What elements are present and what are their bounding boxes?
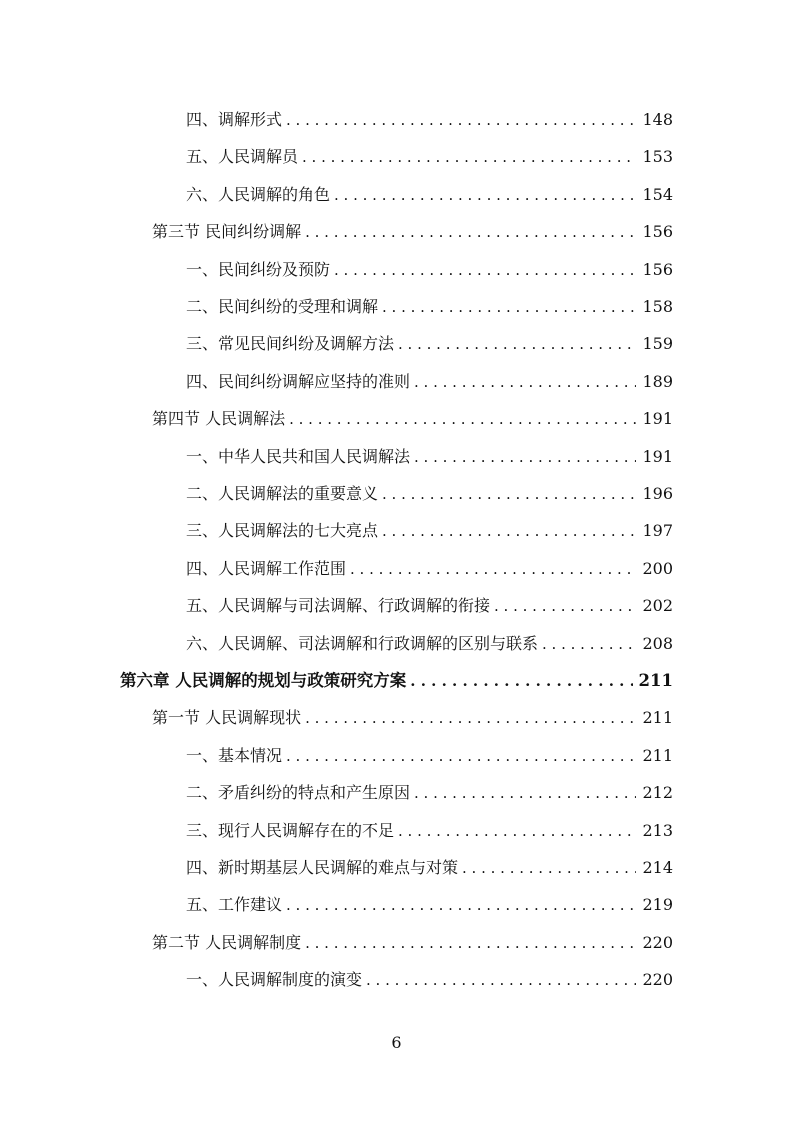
toc-entry-page: 202: [642, 596, 673, 616]
dot-leader: [286, 110, 636, 130]
dot-leader: [289, 409, 636, 429]
dot-leader: [414, 372, 636, 392]
dot-leader: [382, 521, 636, 541]
toc-item-entry[interactable]: [186, 746, 673, 766]
dot-leader: [305, 708, 636, 728]
toc-entry-title: 五、工作建议: [186, 895, 283, 915]
toc-entry-page: 191: [642, 446, 673, 466]
toc-entry-page: 211: [638, 671, 673, 690]
dot-leader: [414, 447, 636, 467]
toc-entry-page: 153: [642, 147, 673, 167]
toc-entry-page: 156: [642, 222, 673, 242]
toc-item-entry[interactable]: [186, 521, 673, 541]
toc-entry-page: 213: [642, 820, 673, 840]
toc-entry-title: 二、矛盾纠纷的特点和产生原因: [186, 783, 411, 803]
dot-leader: [462, 858, 636, 878]
toc-section-entry[interactable]: [152, 933, 673, 953]
toc-entry-title: 一、人民调解制度的演变: [186, 970, 363, 990]
dot-leader: [410, 671, 632, 691]
toc-entry-title: 第六章 人民调解的规划与政策研究方案: [120, 671, 407, 690]
toc-item-entry[interactable]: [186, 260, 673, 280]
toc-entry-title: 一、民间纠纷及预防: [186, 259, 331, 279]
toc-chapter-entry[interactable]: [120, 671, 673, 691]
toc-entry-title: 第三节 民间纠纷调解: [152, 222, 302, 242]
dot-leader: [305, 933, 636, 953]
dot-leader: [350, 559, 636, 579]
toc-entry-title: 六、人民调解、司法调解和行政调解的区别与联系: [186, 633, 539, 653]
toc-entry-page: 211: [642, 708, 673, 728]
toc-item-entry[interactable]: [186, 821, 673, 841]
toc-entry-page: 211: [642, 745, 673, 765]
dot-leader: [398, 821, 636, 841]
dot-leader: [414, 783, 636, 803]
toc-item-entry[interactable]: [186, 895, 673, 915]
toc-entry-page: 200: [642, 558, 673, 578]
toc-entry-title: 二、人民调解法的重要意义: [186, 484, 379, 503]
dot-leader: [398, 334, 636, 354]
toc-item-entry[interactable]: [186, 297, 673, 317]
toc-entry-title: 五、人民调解员: [186, 147, 299, 167]
toc-item-entry[interactable]: [186, 484, 673, 504]
toc-entry-page: 220: [642, 970, 673, 990]
toc-entry-title: 六、人民调解的角色: [186, 184, 331, 204]
toc-entry-page: 219: [642, 895, 673, 915]
toc-entry-page: 220: [642, 932, 673, 952]
dot-leader: [542, 634, 636, 654]
toc-section-entry[interactable]: [152, 222, 673, 242]
dot-leader: [302, 147, 636, 167]
toc-entry-page: 212: [642, 783, 673, 803]
toc-entry-title: 五、人民调解与司法调解、行政调解的衔接: [186, 596, 491, 616]
toc-section-entry[interactable]: [152, 409, 673, 429]
dot-leader: [366, 970, 636, 990]
toc-item-entry[interactable]: [186, 634, 673, 654]
toc-entry-title: 三、常见民间纠纷及调解方法: [186, 334, 395, 354]
toc-entry-title: 四、新时期基层人民调解的难点与对策: [186, 858, 459, 877]
toc-section-entry[interactable]: [152, 708, 673, 728]
dot-leader: [334, 260, 636, 280]
toc-entry-page: 197: [642, 521, 673, 541]
toc-entry-title: 四、调解形式: [186, 110, 283, 129]
dot-leader: [305, 222, 636, 242]
toc-entry-page: 154: [642, 184, 673, 204]
toc-entry-title: 四、民间纠纷调解应坚持的准则: [186, 371, 411, 391]
toc-entry-title: 一、基本情况: [186, 745, 283, 765]
toc-item-entry[interactable]: [186, 185, 673, 205]
dot-leader: [286, 895, 636, 915]
toc-entry-title: 第一节 人民调解现状: [152, 708, 302, 728]
toc-item-entry[interactable]: [186, 147, 673, 167]
toc-item-entry[interactable]: [186, 596, 673, 616]
toc-entry-title: 第二节 人民调解制度: [152, 932, 302, 952]
toc-entry-page: 191: [642, 409, 673, 429]
toc-item-entry[interactable]: [186, 783, 673, 803]
toc-entry-page: 196: [642, 484, 673, 503]
page-number: 6: [391, 1033, 402, 1052]
toc-item-entry[interactable]: [186, 970, 673, 990]
dot-leader: [286, 746, 636, 766]
dot-leader: [334, 185, 636, 205]
dot-leader: [382, 484, 636, 504]
toc-item-entry[interactable]: [186, 447, 673, 467]
toc-item-entry[interactable]: [186, 372, 673, 392]
toc-entry-page: 189: [642, 371, 673, 391]
toc-item-entry[interactable]: [186, 559, 673, 579]
toc-entry-title: 三、人民调解法的七大亮点: [186, 521, 379, 541]
toc-entry-page: 158: [642, 297, 673, 316]
toc-entry-title: 三、现行人民调解存在的不足: [186, 820, 395, 840]
toc-entry-page: 148: [642, 110, 673, 129]
toc-entry-title: 第四节 人民调解法: [152, 409, 286, 429]
toc-entry-page: 214: [642, 858, 673, 877]
dot-leader: [494, 596, 636, 616]
toc-entry-page: 208: [642, 633, 673, 653]
toc-entry-page: 159: [642, 334, 673, 354]
toc-item-entry[interactable]: [186, 334, 673, 354]
dot-leader: [382, 297, 636, 317]
toc-item-entry[interactable]: [186, 110, 673, 130]
toc-entry-title: 二、民间纠纷的受理和调解: [186, 297, 379, 316]
toc-entry-page: 156: [642, 259, 673, 279]
toc-item-entry[interactable]: [186, 858, 673, 878]
toc-entry-title: 一、中华人民共和国人民调解法: [186, 446, 411, 466]
toc-entry-title: 四、人民调解工作范围: [186, 558, 347, 578]
